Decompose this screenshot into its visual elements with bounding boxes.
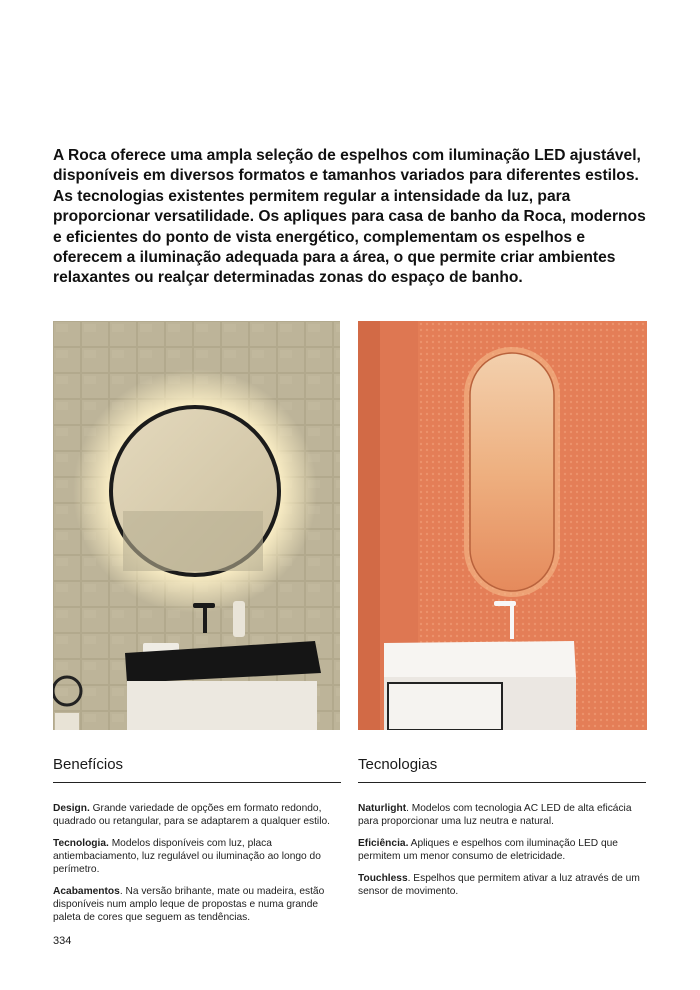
tecnologias-item-eficiencia: Eficiência. Apliques e espelhos com iluminação LED que permitem um menor consumo de eletricidade. xyxy=(358,838,618,862)
beneficios-heading: Benefícios xyxy=(53,754,341,783)
oval-mirror-photo xyxy=(358,321,647,730)
beneficios-item-acabamentos: Acabamentos. Na versão brihante, mate ou madeira, estão disponíveis num amplo leque de propostas e numa grande paleta de cores que seguem as tendências. xyxy=(53,886,325,923)
tecnologias-section xyxy=(358,754,646,907)
beneficios-item-design: Design. Grande variedade de opções em formato redondo, quadrado ou retangular, para se adaptarem a qualquer estilo. xyxy=(53,803,330,827)
tecnologias-item-naturlight: Naturlight. Modelos com tecnologia AC LED de alta eficácia para proporcionar uma luz neutra e natural. xyxy=(358,803,632,827)
round-mirror-photo xyxy=(53,321,340,730)
intro-paragraph: A Roca oferece uma ampla seleção de espelhos com iluminação LED ajustável, disponíveis em diversos formatos e tamanhos variados para diferentes estilos. As tecnologias existentes permitem regular a intensidade da luz, para proporcionar versatilidade. Os apliques para casa de banho da Roca, modernos e eficientes do ponto de vista energético, complementam os espelhos e oferecem a iluminação adequada para a área, o que permite criar ambientes relaxantes ou realçar determinadas zonas do espaço de banho. xyxy=(53,147,646,287)
tecnologias-heading: Tecnologias xyxy=(358,754,646,783)
beneficios-item-tecnologia: Tecnologia. Modelos disponíveis com luz, placa antiembaciamento, luz regulável ou iluminação ao longo do perímetro. xyxy=(53,838,321,875)
page-number: 334 xyxy=(53,935,72,947)
tecnologias-item-touchless: Touchless. Espelhos que permitem ativar a luz através de um sensor de movimento. xyxy=(358,873,640,897)
beneficios-section xyxy=(53,754,341,933)
